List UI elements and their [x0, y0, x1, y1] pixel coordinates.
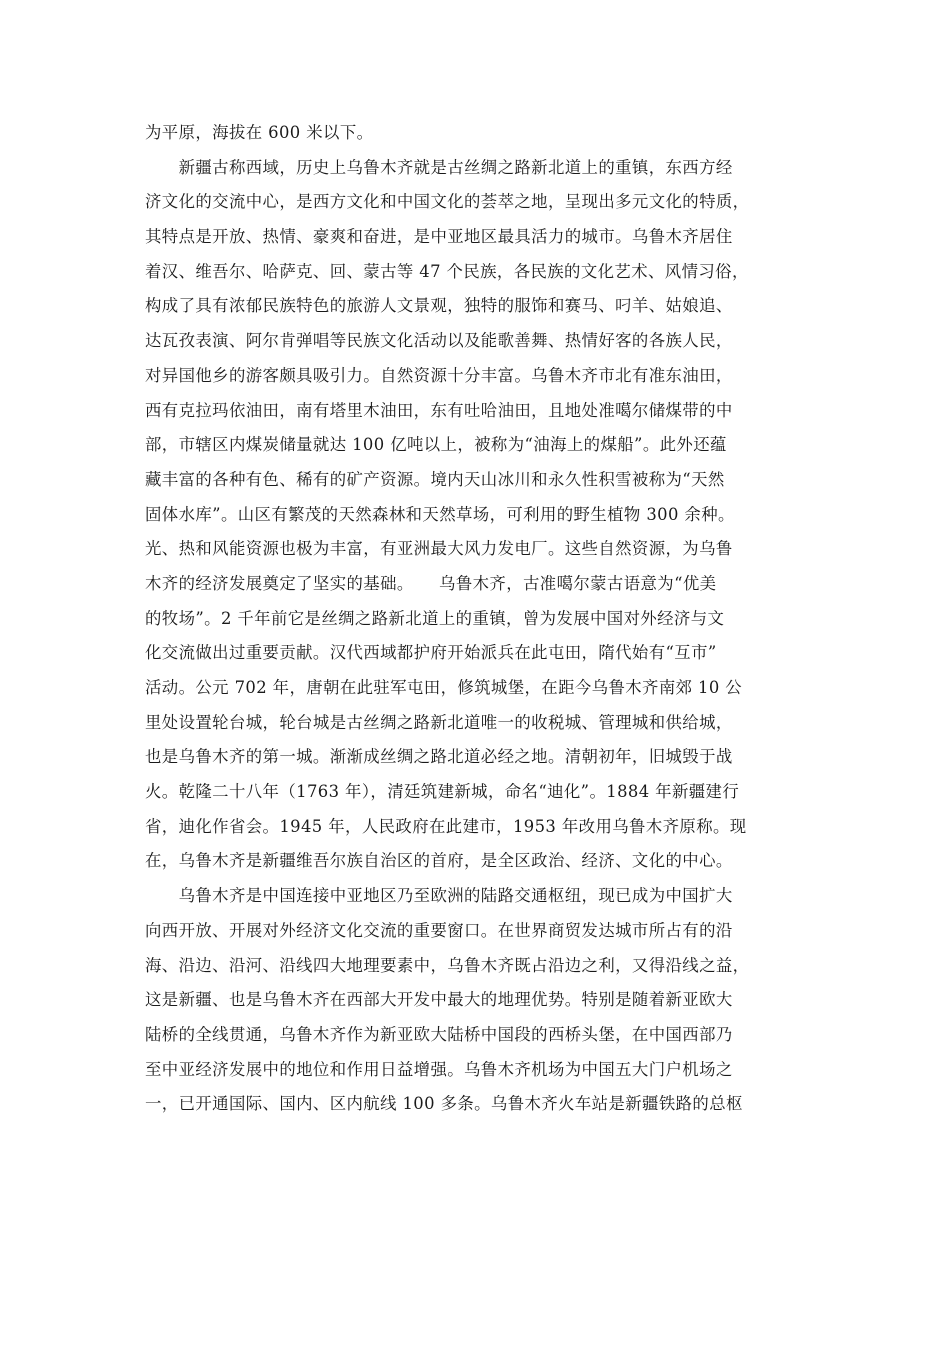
text-line: 省，迪化作省会。1945 年，人民政府在此建市，1953 年改用乌鲁木齐原称。现: [145, 816, 747, 836]
text-line: 陆桥的全线贯通，乌鲁木齐作为新亚欧大陆桥中国段的西桥头堡，在中国西部乃: [145, 1024, 733, 1044]
text-line: 里处设置轮台城，轮台城是古丝绸之路新北道唯一的收税城、管理城和供给城，: [145, 712, 733, 732]
text-line: 新疆古称西域，历史上乌鲁木齐就是古丝绸之路新北道上的重镇，东西方经: [145, 157, 733, 177]
text-line: 在，乌鲁木齐是新疆维吾尔族自治区的首府，是全区政治、经济、文化的中心。: [145, 851, 733, 871]
text-line: 部，市辖区内煤炭储量就达 100 亿吨以上，被称为“油海上的煤船”。此外还蕴: [145, 435, 727, 455]
text-line: 海、沿边、沿河、沿线四大地理要素中，乌鲁木齐既占沿边之利，又得沿线之益，: [145, 955, 750, 975]
text-line: 构成了具有浓郁民族特色的旅游人文景观，独特的服饰和赛马、叼羊、姑娘追、: [145, 296, 733, 316]
text-line: 的牧场”。2 千年前它是丝绸之路新北道上的重镇，曾为发展中国对外经济与文: [145, 608, 725, 628]
text-line: 固体水库”。山区有繁茂的天然森林和天然草场，可利用的野生植物 300 余种。: [145, 504, 735, 524]
text-line: 藏丰富的各种有色、稀有的矿产资源。境内天山冰川和永久性积雪被称为“天然: [145, 469, 725, 489]
text-line: 为平原，海拔在 600 米以下。: [145, 123, 374, 142]
text-line: 至中亚经济发展中的地位和作用日益增强。乌鲁木齐机场为中国五大门户机场之: [145, 1059, 733, 1079]
text-line: 火。乾隆二十八年（1763 年），清廷筑建新城，命名“迪化”。1884 年新疆建行: [145, 782, 740, 802]
text-line: 向西开放、开展对外经济文化交流的重要窗口。在世界商贸发达城市所占有的沿: [145, 920, 733, 940]
text-line: 一，已开通国际、国内、区内航线 100 多条。乌鲁木齐火车站是新疆铁路的总枢: [145, 1094, 743, 1114]
text-line: 着汉、维吾尔、哈萨克、回、蒙古等 47 个民族，各民族的文化艺术、风情习俗，: [145, 261, 749, 281]
text-line: 活动。公元 702 年，唐朝在此驻军屯田，修筑城堡，在距今乌鲁木齐南郊 10 公: [145, 678, 743, 697]
text-line: 对异国他乡的游客颇具吸引力。自然资源十分丰富。乌鲁木齐市北有准东油田，: [145, 365, 733, 385]
text-line: 化交流做出过重要贡献。汉代西域都护府开始派兵在此屯田，隋代始有“互市”: [145, 643, 717, 663]
text-line: 这是新疆、也是乌鲁木齐在西部大开发中最大的地理优势。特别是随着新亚欧大: [145, 990, 733, 1010]
body-text: [145, 116, 810, 1122]
text-line: 乌鲁木齐是中国连接中亚地区乃至欧洲的陆路交通枢纽，现已成为中国扩大: [145, 886, 733, 906]
text-line: 光、热和风能资源也极为丰富，有亚洲最大风力发电厂。这些自然资源，为乌鲁: [145, 539, 733, 559]
text-line: 木齐的经济发展奠定了坚实的基础。 乌鲁木齐，古准噶尔蒙古语意为“优美: [145, 573, 717, 593]
text-line: 西有克拉玛依油田，南有塔里木油田，东有吐哈油田，且地处准噶尔储煤带的中: [145, 400, 733, 420]
text-line: 也是乌鲁木齐的第一城。渐渐成丝绸之路北道必经之地。清朝初年，旧城毁于战: [145, 747, 733, 767]
text-line: 达瓦孜表演、阿尔肯弹唱等民族文化活动以及能歌善舞、热情好客的各族人民，: [145, 331, 733, 351]
text-line: 其特点是开放、热情、豪爽和奋进，是中亚地区最具活力的城市。乌鲁木齐居住: [145, 227, 733, 247]
text-line: 济文化的交流中心，是西方文化和中国文化的荟萃之地，呈现出多元文化的特质，: [145, 192, 750, 212]
